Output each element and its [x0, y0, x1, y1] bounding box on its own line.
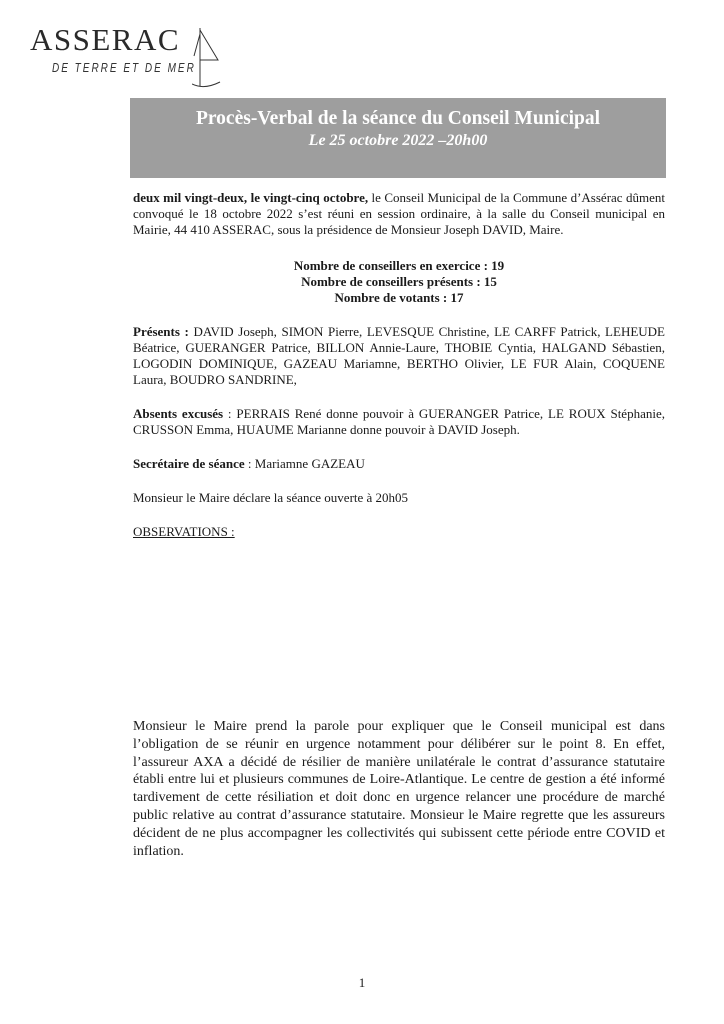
count-presents: Nombre de conseillers présents : 15	[301, 274, 497, 289]
maire-paragraph: Monsieur le Maire prend la parole pour expliquer que le Conseil municipal est dans l’obligation de se réunir en urgence notamment pour délibérer sur le point 8. En effet, l’assureur AXA a décidé de résilier de manière unilatérale le contrat d’assurance statutaire établi entre lui et plusieurs communes de Loire-Atlantique. Le centre de gestion a été informé tardivement de cette résiliation et doit donc en urgence relancer une procédure de marché public relative au contrat d’assurance statutaire. Monsieur le Maire regrette que les assureurs décident de ne plus accompagner les collectivités qui subissent cette période entre COVID et inflation.	[133, 719, 665, 859]
intro-paragraph	[133, 190, 665, 238]
logo-tagline: DE TERRE ET DE MER	[52, 62, 196, 76]
title-banner	[130, 98, 666, 178]
secretaire-name: : Mariamne GAZEAU	[244, 456, 365, 471]
secretaire-label: Secrétaire de séance	[133, 456, 245, 471]
attendance-counts	[133, 258, 665, 306]
count-votants: Nombre de votants : 17	[334, 290, 464, 305]
presents-label: Présents :	[133, 324, 189, 339]
session-date: Le 25 octobre 2022 –20h00	[308, 132, 488, 149]
absents-names: : PERRAIS René donne pouvoir à GUERANGER Patrice, LE ROUX Stéphanie, CRUSSON Emma, HUAUME Marianne donne pouvoir à DAVID Joseph.	[133, 406, 665, 437]
page-number: 1	[358, 975, 366, 990]
count-en-exercice: Nombre de conseillers en exercice : 19	[293, 258, 505, 273]
presents-names: DAVID Joseph, SIMON Pierre, LEVESQUE Christine, LE CARFF Patrick, LEHEUDE Béatrice, GUERANGER Patrice, BILLON Annie-Laure, THOBIE Cyntia, HALGAND Sébastien, LOGODIN DOMINIQUE, GAZEAU Mariamne, BERTHO Olivier, LE FUR Alain, COQUENE Laura, BOUDRO SANDRINE,	[133, 324, 665, 387]
presents-list	[133, 324, 665, 388]
secretaire-line	[133, 456, 665, 472]
ouverture-line: Monsieur le Maire déclare la séance ouverte à 20h05	[133, 490, 409, 505]
intro-text: le Conseil Municipal de la Commune d’Assérac dûment convoqué le 18 octobre 2022 s’est réuni en session ordinaire, à la salle du Conseil municipal en Mairie, 44 410 ASSERAC, sous la présidence de Monsieur Joseph DAVID, Maire.	[133, 190, 666, 237]
document-title: Procès-Verbal de la séance du Conseil Municipal	[195, 108, 601, 129]
observations-heading: OBSERVATIONS :	[133, 524, 235, 539]
document-body	[133, 190, 665, 540]
absents-list	[133, 406, 665, 438]
logo-wordmark: ASSERAC	[30, 22, 181, 57]
intro-date-lead: deux mil vingt-deux, le vingt-cinq octobre,	[133, 190, 369, 205]
sailboat-icon	[192, 26, 222, 92]
absents-label: Absents excusés	[133, 406, 224, 421]
commune-logo	[30, 24, 230, 96]
